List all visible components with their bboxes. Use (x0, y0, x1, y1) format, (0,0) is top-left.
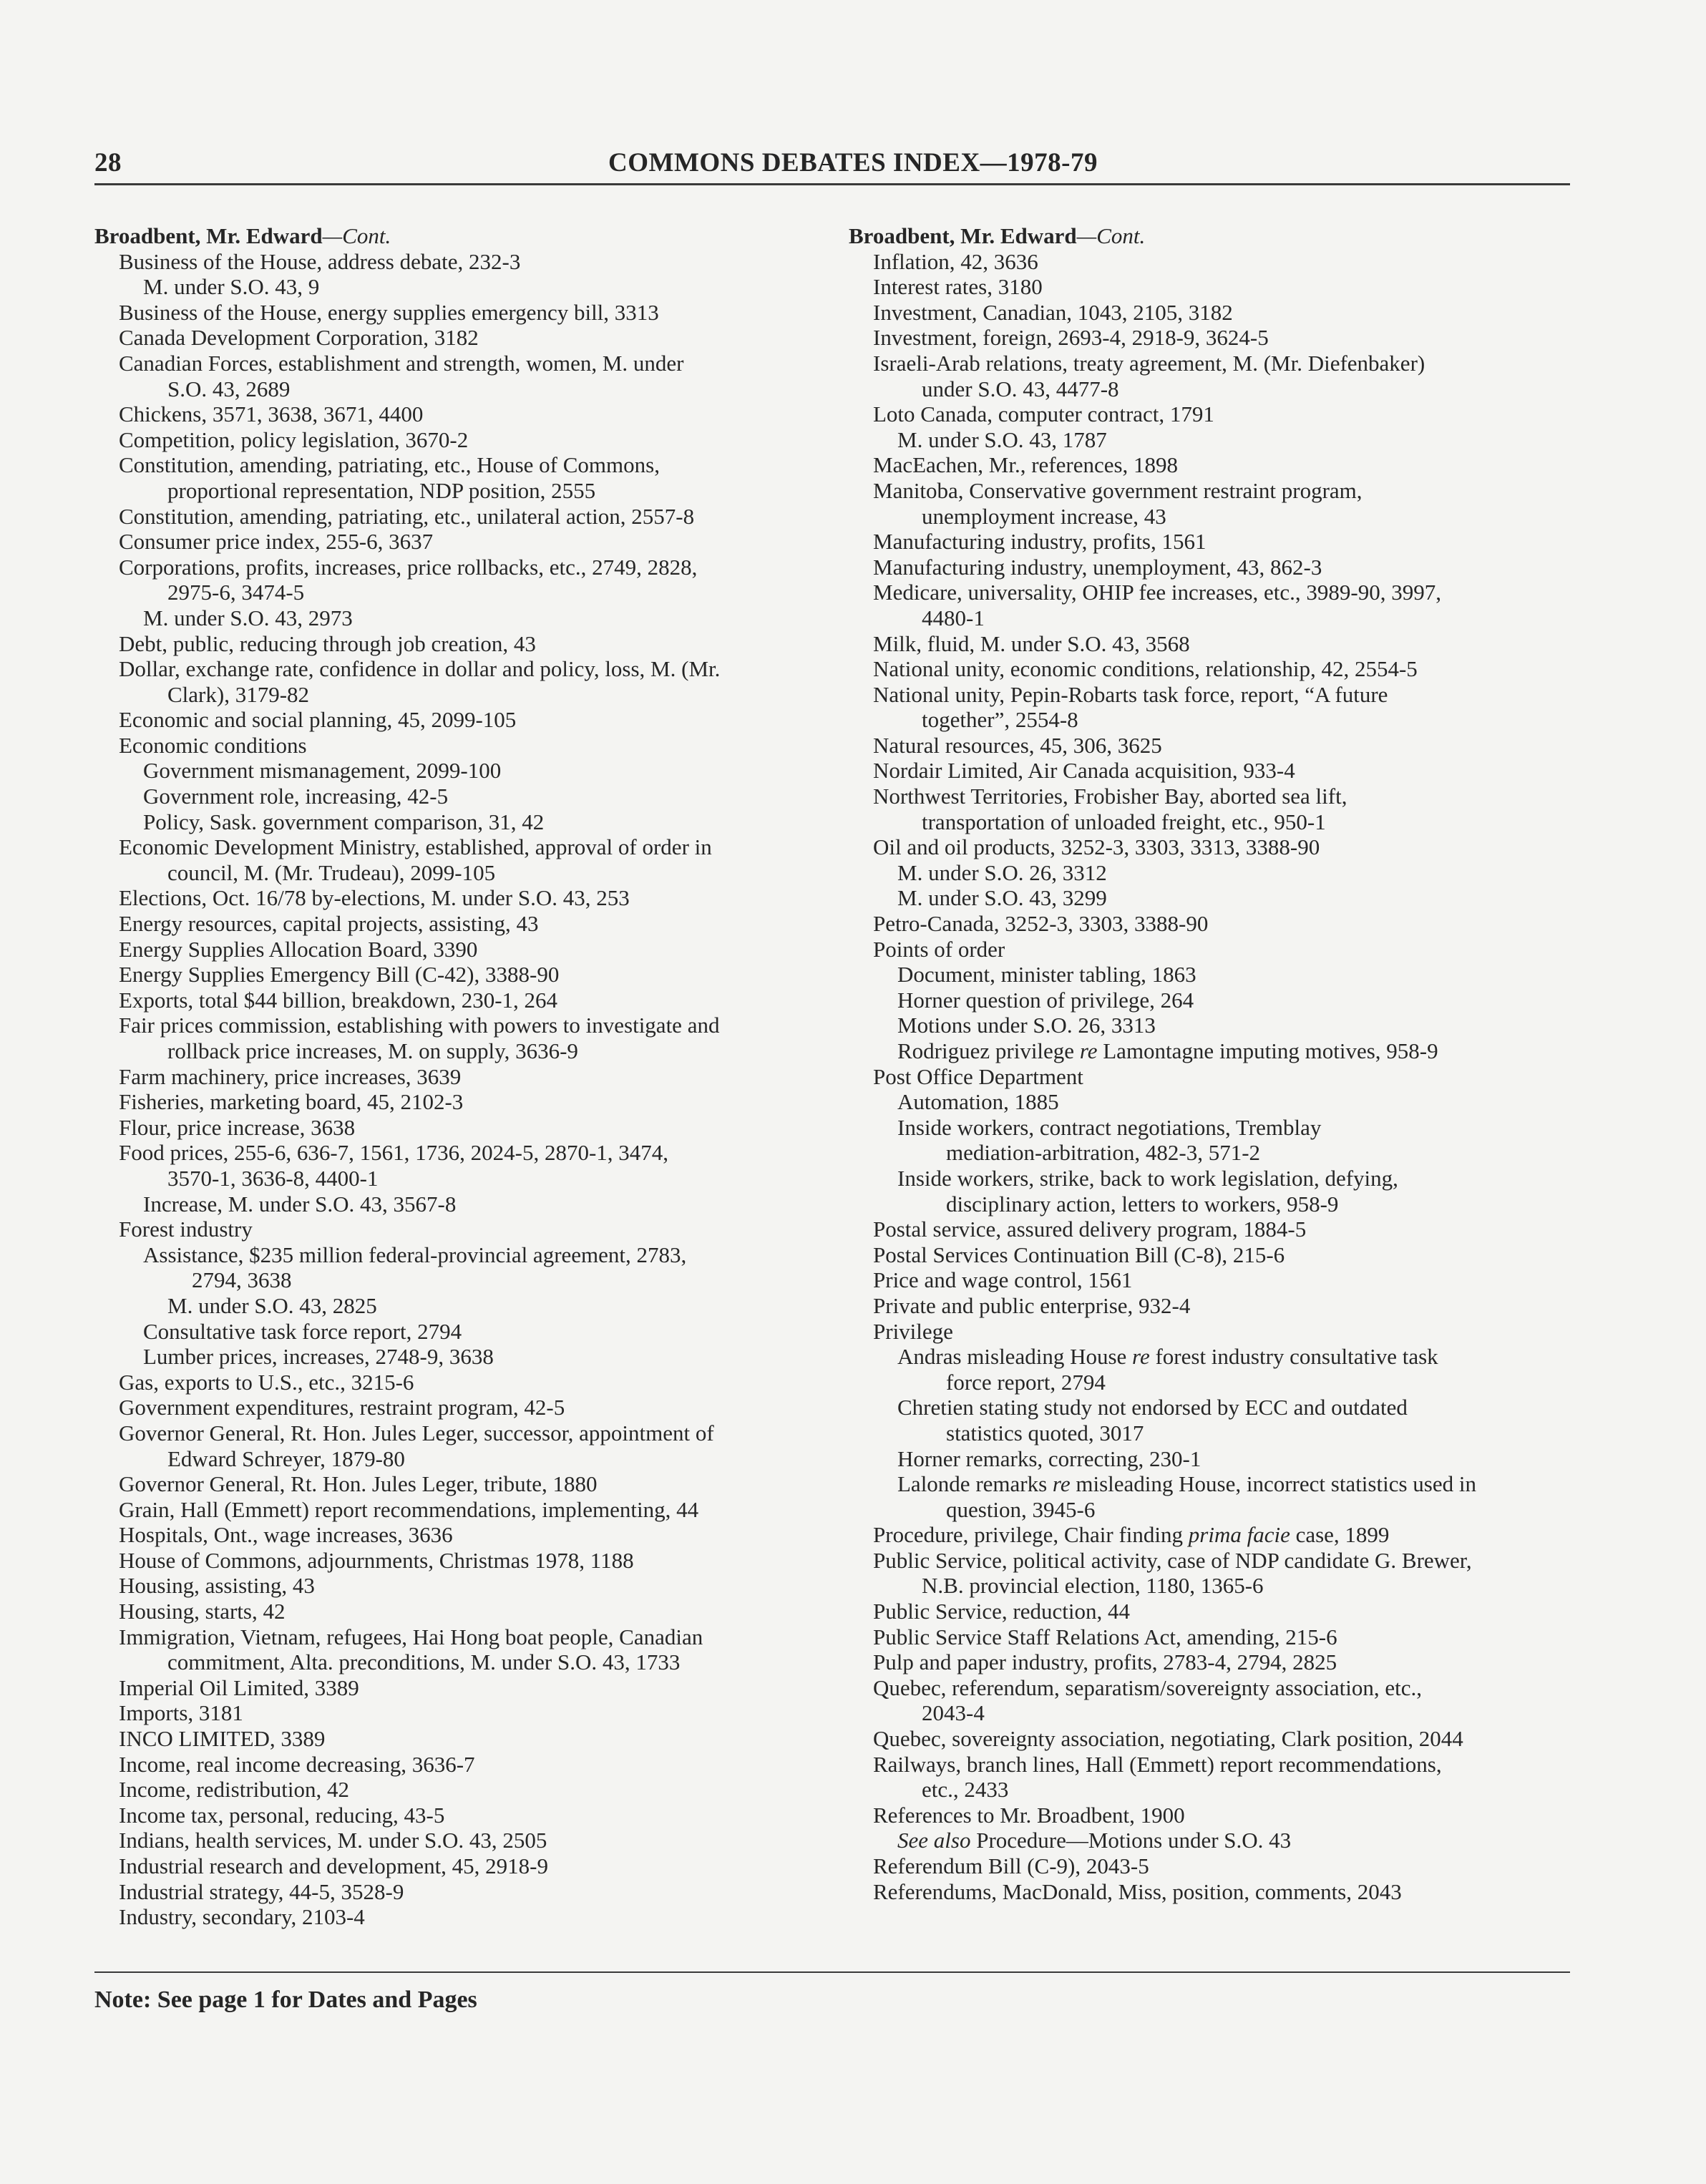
index-entry: Energy Supplies Allocation Board, 3390 (119, 936, 478, 962)
index-entry: Governor General, Rt. Hon. Jules Leger, successor, appointment of (119, 1420, 714, 1446)
index-entry: Motions under S.O. 26, 3313 (897, 1013, 1156, 1038)
index-entry: Economic and social planning, 45, 2099-105 (119, 707, 517, 733)
index-entry: Housing, assisting, 43 (119, 1573, 315, 1599)
index-entry: rollback price increases, M. on supply, 3636-9 (167, 1038, 578, 1063)
index-entry: National unity, Pepin-Robarts task force, report, “A future (873, 681, 1388, 707)
index-entry: Loto Canada, computer contract, 1791 (873, 401, 1214, 427)
index-entry: Energy Supplies Emergency Bill (C-42), 3388-90 (119, 962, 560, 988)
index-entry: etc., 2433 (922, 1777, 1009, 1803)
index-entry: Interest rates, 3180 (873, 274, 1043, 300)
index-entry: proportional representation, NDP position, 2555 (167, 477, 596, 503)
index-entry: Quebec, sovereignty association, negotiating, Clark position, 2044 (873, 1726, 1463, 1752)
index-entry: 3570-1, 3636-8, 4400-1 (167, 1165, 379, 1191)
index-entry: Dollar, exchange rate, confidence in dollar and policy, loss, M. (Mr. (119, 656, 721, 682)
index-entry: Corporations, profits, increases, price rollbacks, etc., 2749, 2828, (119, 554, 698, 580)
index-entry: Investment, Canadian, 1043, 2105, 3182 (873, 299, 1233, 325)
index-entry: Clark), 3179-82 (167, 681, 310, 707)
index-entry: Privilege (873, 1318, 953, 1344)
index-entry: Referendum Bill (C-9), 2043-5 (873, 1853, 1149, 1878)
index-entry: Private and public enterprise, 932-4 (873, 1292, 1191, 1318)
index-entry: Inflation, 42, 3636 (873, 248, 1038, 274)
index-entry: disciplinary action, letters to workers, 958-9 (946, 1191, 1339, 1217)
index-entry: MacEachen, Mr., references, 1898 (873, 452, 1179, 478)
index-entry: statistics quoted, 3017 (946, 1420, 1144, 1446)
index-entry: Post Office Department (873, 1063, 1083, 1089)
index-entry: Procedure, privilege, Chair finding prima facie case, 1899 (873, 1522, 1390, 1548)
index-entry: Petro-Canada, 3252-3, 3303, 3388-90 (873, 911, 1209, 937)
index-entry: N.B. provincial election, 1180, 1365-6 (922, 1573, 1264, 1599)
index-entry: Automation, 1885 (897, 1089, 1059, 1115)
heading-cont: —Cont. (1076, 223, 1146, 248)
index-entry: See also Procedure—Motions under S.O. 43 (897, 1828, 1292, 1853)
index-entry: Income tax, personal, reducing, 43-5 (119, 1802, 445, 1828)
index-entry: Industrial strategy, 44-5, 3528-9 (119, 1878, 404, 1904)
index-entry: council, M. (Mr. Trudeau), 2099-105 (167, 859, 496, 885)
index-entry: force report, 2794 (946, 1369, 1106, 1395)
index-entry: Medicare, universality, OHIP fee increases, etc., 3989-90, 3997, (873, 580, 1441, 605)
index-entry: Assistance, $235 million federal-provincial agreement, 2783, (143, 1242, 687, 1267)
index-entry: Business of the House, energy supplies emergency bill, 3313 (119, 299, 659, 325)
index-entry: Debt, public, reducing through job creation, 43 (119, 630, 536, 656)
index-entry: Income, real income decreasing, 3636-7 (119, 1751, 475, 1777)
index-entry: Investment, foreign, 2693-4, 2918-9, 3624-5 (873, 325, 1269, 351)
right-entry-list (849, 249, 1564, 1905)
index-entry: together”, 2554-8 (922, 707, 1078, 733)
index-entry: Israeli-Arab relations, treaty agreement, M. (Mr. Diefenbaker) (873, 350, 1425, 376)
index-entry: Business of the House, address debate, 232-3 (119, 248, 521, 274)
index-entry: commitment, Alta. preconditions, M. under S.O. 43, 1733 (167, 1649, 681, 1675)
index-entry: Gas, exports to U.S., etc., 3215-6 (119, 1369, 414, 1395)
index-entry: Increase, M. under S.O. 43, 3567-8 (143, 1191, 457, 1217)
index-entry: Government mismanagement, 2099-100 (143, 758, 502, 784)
index-entry: Horner question of privilege, 264 (897, 987, 1194, 1013)
heading-name: Broadbent, Mr. Edward (849, 223, 1077, 248)
index-entry: Pulp and paper industry, profits, 2783-4, 2794, 2825 (873, 1649, 1337, 1675)
index-entry: Nordair Limited, Air Canada acquisition, 933-4 (873, 758, 1295, 784)
index-entry: Competition, policy legislation, 3670-2 (119, 426, 469, 452)
index-entry: Industry, secondary, 2103-4 (119, 1904, 365, 1930)
index-entry: 2975-6, 3474-5 (167, 580, 305, 605)
index-entry: M. under S.O. 43, 9 (143, 274, 320, 300)
index-entry: Fair prices commission, establishing with powers to investigate and (119, 1013, 720, 1038)
index-entry: Canadian Forces, establishment and strength, women, M. under (119, 350, 684, 376)
index-entry: Housing, starts, 42 (119, 1599, 286, 1624)
left-entry-list (94, 249, 810, 1930)
index-entry: Fisheries, marketing board, 45, 2102-3 (119, 1089, 464, 1115)
index-entry: Milk, fluid, M. under S.O. 43, 3568 (873, 630, 1190, 656)
index-entry: Immigration, Vietnam, refugees, Hai Hong boat people, Canadian (119, 1624, 703, 1649)
column-heading (94, 223, 810, 249)
index-entry: Consumer price index, 255-6, 3637 (119, 529, 434, 555)
index-entry: unemployment increase, 43 (922, 503, 1166, 529)
index-entry: Quebec, referendum, separatism/sovereignty association, etc., (873, 1674, 1422, 1700)
index-entry: Inside workers, strike, back to work legislation, defying, (897, 1165, 1398, 1191)
index-entry: Exports, total $44 billion, breakdown, 230-1, 264 (119, 987, 558, 1013)
index-entry: Canada Development Corporation, 3182 (119, 325, 479, 351)
index-entry: Manitoba, Conservative government restraint program, (873, 477, 1363, 503)
index-entry: Natural resources, 45, 306, 3625 (873, 732, 1162, 758)
index-entry: Andras misleading House re forest industry consultative task (897, 1344, 1438, 1370)
index-entry: Public Service Staff Relations Act, amending, 215-6 (873, 1624, 1337, 1649)
index-entry: transportation of unloaded freight, etc., 950-1 (922, 809, 1326, 834)
index-entry: Imperial Oil Limited, 3389 (119, 1674, 359, 1700)
left-column (94, 223, 810, 1930)
index-entry: S.O. 43, 2689 (167, 376, 291, 401)
index-entry: under S.O. 43, 4477-8 (922, 376, 1119, 401)
index-entry: Farm machinery, price increases, 3639 (119, 1063, 462, 1089)
index-entry: Economic Development Ministry, established, approval of order in (119, 834, 712, 860)
index-entry: Industrial research and development, 45, 2918-9 (119, 1853, 549, 1878)
index-entry: House of Commons, adjournments, Christmas 1978, 1188 (119, 1547, 634, 1573)
index-entry: Elections, Oct. 16/78 by-elections, M. under S.O. 43, 253 (119, 885, 630, 911)
header-rule (94, 183, 1570, 185)
index-entry: Policy, Sask. government comparison, 31, 42 (143, 809, 545, 834)
index-entry: M. under S.O. 43, 2825 (167, 1292, 377, 1318)
index-entry: Lalonde remarks re misleading House, incorrect statistics used in (897, 1471, 1476, 1497)
index-entry: Constitution, amending, patriating, etc., House of Commons, (119, 452, 660, 478)
right-column (849, 223, 1564, 1904)
index-entry: Price and wage control, 1561 (873, 1267, 1133, 1293)
index-entry: Manufacturing industry, profits, 1561 (873, 529, 1207, 555)
index-entry: Consultative task force report, 2794 (143, 1318, 462, 1344)
index-entry: 2043-4 (922, 1700, 985, 1726)
index-entry: Hospitals, Ont., wage increases, 3636 (119, 1522, 453, 1548)
index-entry: National unity, economic conditions, relationship, 42, 2554-5 (873, 656, 1418, 682)
index-entry: Flour, price increase, 3638 (119, 1114, 356, 1140)
index-entry: 4480-1 (922, 605, 985, 630)
index-entry: Indians, health services, M. under S.O. 43, 2505 (119, 1828, 547, 1853)
page-number: 28 (94, 148, 122, 177)
index-entry: Postal Services Continuation Bill (C-8), 215-6 (873, 1242, 1285, 1267)
index-entry: Oil and oil products, 3252-3, 3303, 3313, 3388-90 (873, 834, 1320, 860)
index-entry: Points of order (873, 936, 1005, 962)
index-entry: M. under S.O. 43, 2973 (143, 605, 353, 630)
index-entry: question, 3945-6 (946, 1496, 1096, 1522)
index-entry: Chickens, 3571, 3638, 3671, 4400 (119, 401, 424, 427)
index-entry: Constitution, amending, patriating, etc., unilateral action, 2557-8 (119, 503, 695, 529)
index-entry: Imports, 3181 (119, 1700, 243, 1726)
index-entry: Horner remarks, correcting, 230-1 (897, 1446, 1201, 1471)
index-entry: Public Service, reduction, 44 (873, 1599, 1130, 1624)
footer-rule (94, 1971, 1570, 1973)
column-heading (849, 223, 1564, 249)
index-entry: Government expenditures, restraint program, 42-5 (119, 1395, 565, 1420)
index-entry: Public Service, political activity, case of NDP candidate G. Brewer, (873, 1547, 1472, 1573)
footer-note: Note: See page 1 for Dates and Pages (94, 1986, 477, 2013)
index-entry: Energy resources, capital projects, assisting, 43 (119, 911, 539, 937)
index-entry: Forest industry (119, 1217, 253, 1242)
index-entry: Income, redistribution, 42 (119, 1777, 349, 1803)
index-entry: Manufacturing industry, unemployment, 43, 862-3 (873, 554, 1322, 580)
index-entry: M. under S.O. 26, 3312 (897, 859, 1107, 885)
index-entry: Edward Schreyer, 1879-80 (167, 1446, 405, 1471)
index-entry: References to Mr. Broadbent, 1900 (873, 1802, 1185, 1828)
index-entry: mediation-arbitration, 482-3, 571-2 (946, 1140, 1261, 1166)
index-entry: Grain, Hall (Emmett) report recommendations, implementing, 44 (119, 1496, 699, 1522)
index-entry: Government role, increasing, 42-5 (143, 784, 449, 809)
index-entry: Referendums, MacDonald, Miss, position, comments, 2043 (873, 1878, 1402, 1904)
index-entry: 2794, 3638 (192, 1267, 292, 1293)
index-entry: Postal service, assured delivery program, 1884-5 (873, 1217, 1307, 1242)
index-entry: Document, minister tabling, 1863 (897, 962, 1196, 988)
index-entry: Food prices, 255-6, 636-7, 1561, 1736, 2024-5, 2870-1, 3474, (119, 1140, 669, 1166)
index-entry: Economic conditions (119, 732, 307, 758)
index-entry: Rodriguez privilege re Lamontagne imputing motives, 958-9 (897, 1038, 1438, 1063)
index-entry: Chretien stating study not endorsed by ECC and outdated (897, 1395, 1408, 1420)
index-entry: Inside workers, contract negotiations, Tremblay (897, 1114, 1322, 1140)
heading-cont: —Cont. (322, 223, 391, 248)
index-entry: INCO LIMITED, 3389 (119, 1726, 326, 1752)
index-entry: Railways, branch lines, Hall (Emmett) report recommendations, (873, 1751, 1442, 1777)
index-entry: Governor General, Rt. Hon. Jules Leger, tribute, 1880 (119, 1471, 598, 1497)
index-entry: M. under S.O. 43, 1787 (897, 426, 1107, 452)
heading-name: Broadbent, Mr. Edward (94, 223, 323, 248)
index-entry: Northwest Territories, Frobisher Bay, aborted sea lift, (873, 784, 1347, 809)
running-title: COMMONS DEBATES INDEX—1978-79 (608, 148, 1098, 177)
index-entry: M. under S.O. 43, 3299 (897, 885, 1107, 911)
index-entry: Lumber prices, increases, 2748-9, 3638 (143, 1344, 494, 1370)
